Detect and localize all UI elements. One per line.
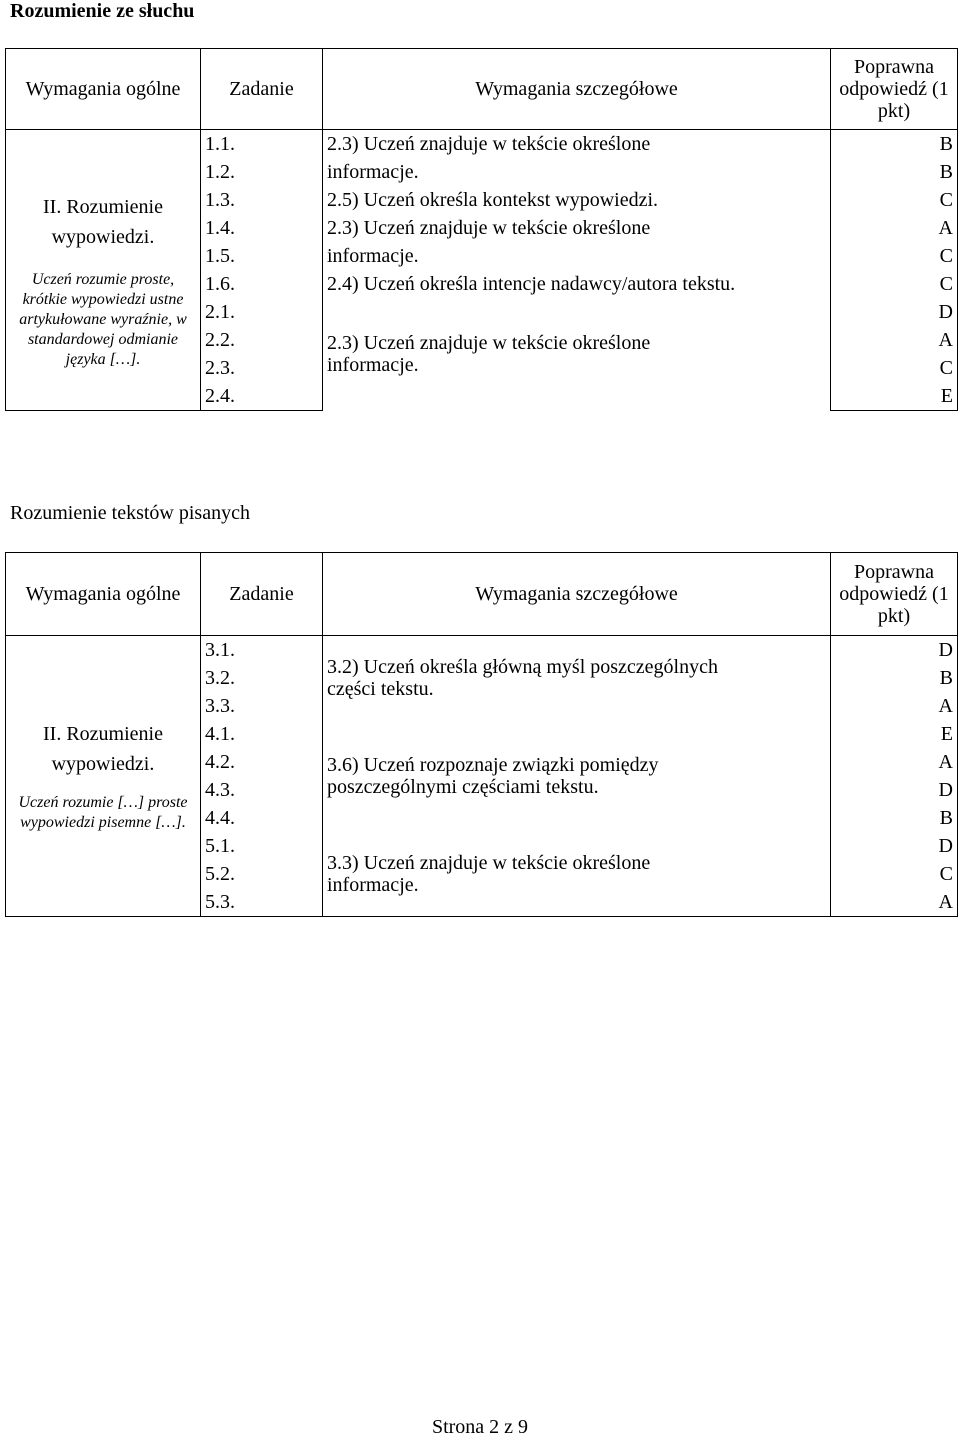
answer-letter: C	[831, 186, 958, 214]
answer-letter: D	[831, 298, 958, 326]
requirement-text: informacje.	[323, 158, 831, 186]
answer-letter: D	[831, 832, 958, 860]
table-row	[6, 636, 958, 665]
task-number: 1.5.	[201, 242, 323, 270]
answer-letter: C	[831, 860, 958, 888]
answer-letter: D	[831, 776, 958, 804]
requirement-text: 2.4) Uczeń określa intencje nadawcy/autora tekstu.	[323, 270, 831, 298]
task-number: 5.3.	[201, 888, 323, 917]
general-requirement-main: II. Rozumienie wypowiedzi.	[43, 723, 163, 775]
header-detailed-requirements: Wymagania szczegółowe	[323, 49, 831, 130]
requirement-text	[323, 832, 831, 917]
answer-letter: B	[831, 664, 958, 692]
requirement-line: informacje.	[327, 354, 419, 377]
requirement-text	[323, 298, 831, 411]
answer-letter: B	[831, 804, 958, 832]
table-header-row	[6, 49, 958, 130]
task-number: 3.1.	[201, 636, 323, 665]
requirement-line: 3.3) Uczeń znajduje w tekście określone	[327, 852, 651, 874]
task-number: 3.2.	[201, 664, 323, 692]
requirement-text: 2.5) Uczeń określa kontekst wypowiedzi.	[323, 186, 831, 214]
task-number: 2.2.	[201, 326, 323, 354]
task-number: 1.6.	[201, 270, 323, 298]
requirement-line: części tekstu.	[327, 678, 434, 700]
answer-letter: C	[831, 242, 958, 270]
answer-letter: D	[831, 636, 958, 665]
header-correct-answer: Poprawna odpowiedź (1 pkt)	[831, 49, 958, 130]
table-row	[6, 130, 958, 159]
answer-letter: A	[831, 888, 958, 917]
answer-letter: A	[831, 692, 958, 720]
answer-letter: B	[831, 130, 958, 159]
task-number: 5.2.	[201, 860, 323, 888]
answer-letter: C	[831, 354, 958, 382]
task-number: 1.3.	[201, 186, 323, 214]
header-task: Zadanie	[201, 49, 323, 130]
requirement-line: 2.3) Uczeń znajduje w tekście określone	[327, 332, 651, 355]
header-correct-answer: Poprawna odpowiedź (1 pkt)	[831, 553, 958, 636]
task-number: 1.1.	[201, 130, 323, 159]
task-number: 2.3.	[201, 354, 323, 382]
task-number: 4.3.	[201, 776, 323, 804]
task-number: 2.1.	[201, 298, 323, 326]
header-task: Zadanie	[201, 553, 323, 636]
general-requirement-cell	[6, 130, 201, 411]
section-title-listening: Rozumienie ze słuchu	[10, 0, 195, 22]
general-requirement-detail: Uczeń rozumie proste, krótkie wypowiedzi ustne artykułowane wyraźnie, w standardowej odmianie języka […].	[19, 271, 187, 368]
task-number: 3.3.	[201, 692, 323, 720]
answer-letter: B	[831, 158, 958, 186]
requirement-line: poszczególnymi częściami tekstu.	[327, 776, 599, 798]
requirement-line: 3.2) Uczeń określa główną myśl poszczególnych	[327, 656, 718, 678]
requirement-text: informacje.	[323, 242, 831, 270]
answer-letter: A	[831, 748, 958, 776]
answer-letter: E	[831, 720, 958, 748]
requirement-text	[323, 720, 831, 832]
general-requirement-detail: Uczeń rozumie […] proste wypowiedzi pisemne […].	[18, 794, 188, 831]
section-title-reading: Rozumienie tekstów pisanych	[10, 502, 250, 524]
task-number: 1.4.	[201, 214, 323, 242]
header-general-requirements: Wymagania ogólne	[6, 49, 201, 130]
answer-letter: C	[831, 270, 958, 298]
header-detailed-requirements: Wymagania szczegółowe	[323, 553, 831, 636]
table-header-row	[6, 553, 958, 636]
task-number: 4.4.	[201, 804, 323, 832]
page-number: Strona 2 z 9	[431, 1416, 529, 1438]
header-general-requirements: Wymagania ogólne	[6, 553, 201, 636]
general-requirement-main: II. Rozumienie wypowiedzi.	[43, 196, 163, 248]
answer-letter: A	[831, 326, 958, 354]
task-number: 1.2.	[201, 158, 323, 186]
general-requirement-cell	[6, 636, 201, 917]
task-number: 4.2.	[201, 748, 323, 776]
requirement-line: 3.6) Uczeń rozpoznaje związki pomiędzy	[327, 754, 659, 776]
task-number: 2.4.	[201, 382, 323, 411]
task-number: 5.1.	[201, 832, 323, 860]
listening-answer-table	[5, 48, 958, 411]
task-number: 4.1.	[201, 720, 323, 748]
answer-letter: A	[831, 214, 958, 242]
reading-answer-table	[5, 552, 958, 917]
requirement-text: 2.3) Uczeń znajduje w tekście określone	[323, 214, 831, 242]
requirement-line: informacje.	[327, 874, 419, 896]
requirement-text	[323, 636, 831, 721]
requirement-text: 2.3) Uczeń znajduje w tekście określone	[323, 130, 831, 159]
answer-letter: E	[831, 382, 958, 411]
